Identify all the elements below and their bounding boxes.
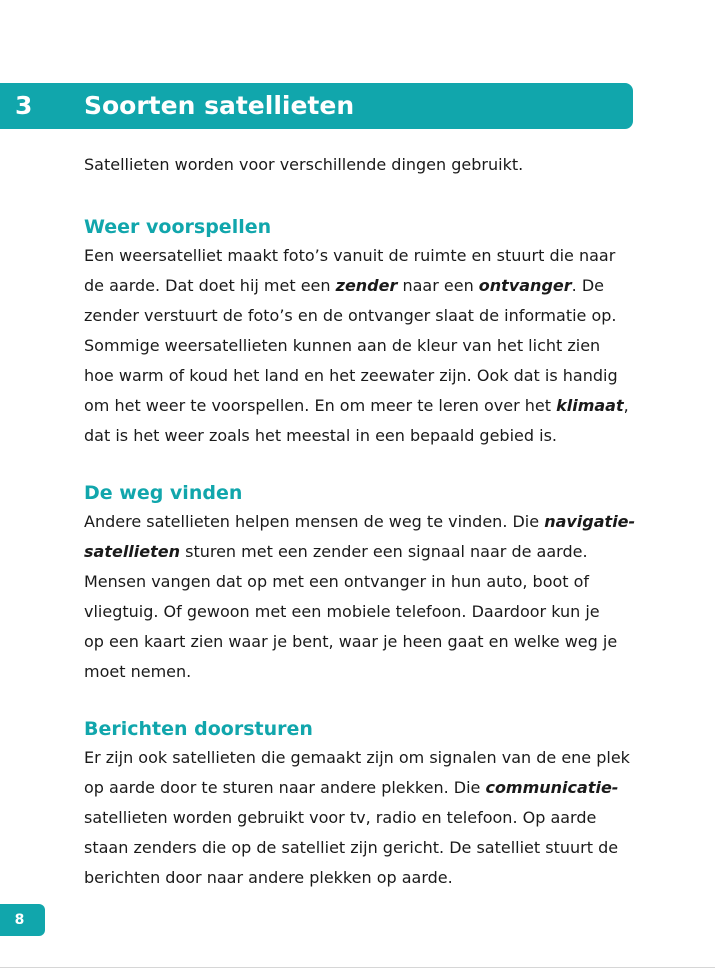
text-run: de aarde. Dat doet hij met een [84, 276, 336, 295]
text-run: om het weer te voorspellen. En om meer te leren over het [84, 396, 557, 415]
text-run: Mensen vangen dat op met een ontvanger in hun auto, boot of [84, 572, 590, 591]
text-run: naar een [397, 276, 479, 295]
text-run: Andere satellieten helpen mensen de weg te vinden. Die [84, 512, 545, 531]
section-body [84, 241, 644, 451]
text-line [84, 833, 644, 863]
text-run: dat is het weer zoals het meestal in een bepaald gebied is. [84, 426, 557, 445]
section-body [84, 743, 644, 893]
chapter-number: 3 [15, 91, 33, 120]
text-line [84, 567, 644, 597]
text-line [84, 597, 644, 627]
text-run: satellieten worden gebruikt voor tv, radio en telefoon. Op aarde [84, 808, 597, 827]
chapter-banner [0, 83, 633, 129]
text-line [84, 241, 644, 271]
text-run: vliegtuig. Of gewoon met een mobiele telefoon. Daardoor kun je [84, 602, 600, 621]
text-run: moet nemen. [84, 662, 192, 681]
intro-paragraph: Satellieten worden voor verschillende dingen gebruikt. [84, 155, 524, 174]
text-run: sturen met een zender een signaal naar de aarde. [180, 542, 588, 561]
text-run: berichten door naar andere plekken op aarde. [84, 868, 453, 887]
text-run: Er zijn ook satellieten die gemaakt zijn om signalen van de ene plek [84, 748, 630, 767]
emphasized-term: satellieten [84, 542, 181, 561]
text-line [84, 537, 644, 567]
section-heading-berichten-doorsturen: Berichten doorsturen [84, 718, 313, 740]
section-body [84, 507, 644, 687]
text-line [84, 391, 644, 421]
text-run: hoe warm of koud het land en het zeewater zijn. Ook dat is handig [84, 366, 618, 385]
text-run: , [623, 396, 629, 415]
text-line [84, 627, 644, 657]
text-line [84, 507, 644, 537]
emphasized-term: communicatie- [485, 778, 619, 797]
emphasized-term: klimaat [556, 396, 624, 415]
text-line [84, 803, 644, 833]
text-run: zender verstuurt de foto’s en de ontvanger slaat de informatie op. [84, 306, 617, 325]
text-line [84, 421, 644, 451]
emphasized-term: navigatie- [544, 512, 636, 531]
text-line [84, 361, 644, 391]
chapter-title: Soorten satellieten [84, 91, 355, 120]
text-line [84, 863, 644, 893]
text-run: staan zenders die op de satelliet zijn gericht. De satelliet stuurt de [84, 838, 619, 857]
chapter-content [84, 150, 644, 893]
emphasized-term: ontvanger [478, 276, 572, 295]
text-line [84, 331, 644, 361]
text-line [84, 301, 644, 331]
page-number-badge: 8 [0, 904, 45, 936]
text-run: Een weersatelliet maakt foto’s vanuit de ruimte en stuurt die naar [84, 246, 616, 265]
emphasized-term: zender [335, 276, 398, 295]
section-heading-de-weg-vinden: De weg vinden [84, 482, 243, 504]
text-run: . De [571, 276, 604, 295]
page-bottom-divider [0, 967, 715, 968]
text-line [84, 271, 644, 301]
text-run: op aarde door te sturen naar andere plekken. Die [84, 778, 486, 797]
text-run: op een kaart zien waar je bent, waar je heen gaat en welke weg je [84, 632, 618, 651]
text-line [84, 657, 644, 687]
text-line [84, 773, 644, 803]
section-heading-weer-voorspellen: Weer voorspellen [84, 216, 272, 238]
text-line [84, 743, 644, 773]
text-run: Sommige weersatellieten kunnen aan de kleur van het licht zien [84, 336, 601, 355]
